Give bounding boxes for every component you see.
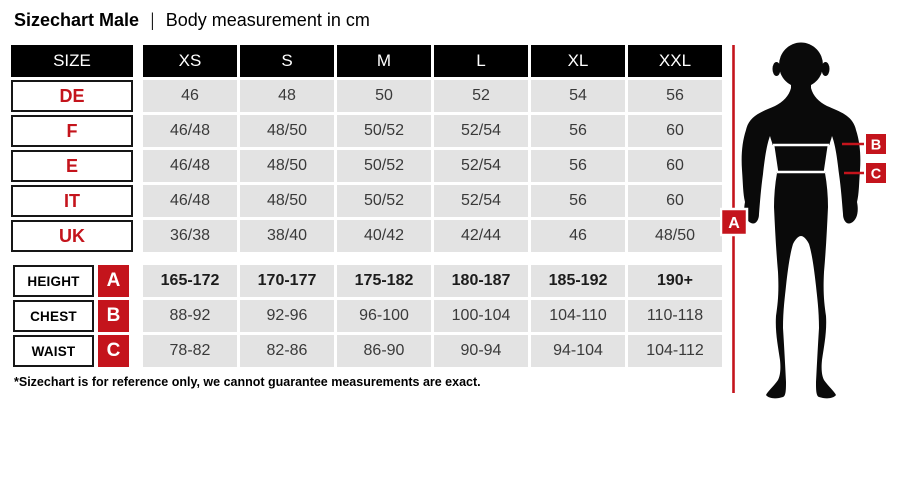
table-cell: 46 (143, 80, 237, 112)
table-cell: 42/44 (434, 220, 528, 252)
table-cell: 52/54 (434, 150, 528, 182)
table-cell: 36/38 (143, 220, 237, 252)
table-cell: 46 (531, 220, 625, 252)
table-cell: 88-92 (143, 300, 237, 332)
table-cell: 110-118 (628, 300, 722, 332)
table-cell: 92-96 (240, 300, 334, 332)
table-cell: 38/40 (240, 220, 334, 252)
table-cell: 46/48 (143, 150, 237, 182)
col-header-size: SIZE (11, 45, 133, 77)
page-title (14, 9, 370, 31)
row-label-height: HEIGHT (13, 265, 94, 297)
table-cell: 60 (628, 150, 722, 182)
col-header-s: S (240, 45, 334, 77)
table-cell: 180-187 (434, 265, 528, 297)
title-main: Sizechart Male (14, 10, 140, 30)
marker-badge-a: A (98, 265, 129, 297)
figure-marker-a (721, 209, 747, 235)
table-row-e (11, 150, 721, 182)
row-label-f: F (11, 115, 133, 147)
table-cell: 48 (240, 80, 334, 112)
table-cell: 78-82 (143, 335, 237, 367)
table-cell: 94-104 (531, 335, 625, 367)
table-cell: 54 (531, 80, 625, 112)
row-label-it: IT (11, 185, 133, 217)
table-cell: 52/54 (434, 185, 528, 217)
table-row-height (11, 265, 721, 297)
table-cell: 56 (628, 80, 722, 112)
table-cell: 96-100 (337, 300, 431, 332)
table-cell: 48/50 (628, 220, 722, 252)
male-silhouette (742, 43, 861, 399)
table-cell: 104-112 (628, 335, 722, 367)
col-header-xs: XS (143, 45, 237, 77)
table-cell: 90-94 (434, 335, 528, 367)
row-label-e: E (11, 150, 133, 182)
table-cell: 56 (531, 185, 625, 217)
table-cell: 60 (628, 185, 722, 217)
figure-marker-a-label: A (728, 215, 740, 232)
marker-badge-c: C (98, 335, 129, 367)
table-row-it (11, 185, 721, 217)
col-header-xl: XL (531, 45, 625, 77)
table-cell: 46/48 (143, 185, 237, 217)
table-header-row (11, 45, 721, 77)
table-cell: 50/52 (337, 185, 431, 217)
table-cell: 56 (531, 115, 625, 147)
table-row-waist (11, 335, 721, 367)
table-cell: 48/50 (240, 115, 334, 147)
body-measurement-figure (720, 0, 897, 495)
table-cell: 50 (337, 80, 431, 112)
title-separator: | (150, 10, 155, 30)
table-cell: 104-110 (531, 300, 625, 332)
table-cell: 46/48 (143, 115, 237, 147)
table-cell: 56 (531, 150, 625, 182)
table-cell: 52 (434, 80, 528, 112)
table-row-de (11, 80, 721, 112)
table-cell: 165-172 (143, 265, 237, 297)
section-spacer (11, 255, 721, 265)
row-label-de: DE (11, 80, 133, 112)
head (779, 43, 823, 88)
table-row-uk (11, 220, 721, 252)
table-cell: 48/50 (240, 150, 334, 182)
table-cell: 82-86 (240, 335, 334, 367)
table-cell: 48/50 (240, 185, 334, 217)
table-cell: 185-192 (531, 265, 625, 297)
table-cell: 50/52 (337, 150, 431, 182)
row-label-waist: WAIST (13, 335, 94, 367)
figure-marker-b-label: B (870, 137, 882, 154)
title-subtitle: Body measurement in cm (165, 10, 370, 30)
table-row-f (11, 115, 721, 147)
table-cell: 40/42 (337, 220, 431, 252)
figure-marker-c-label: C (870, 166, 882, 183)
col-header-xxl: XXL (628, 45, 722, 77)
table-cell: 50/52 (337, 115, 431, 147)
marker-badge-b: B (98, 300, 129, 332)
table-cell: 52/54 (434, 115, 528, 147)
row-label-chest: CHEST (13, 300, 94, 332)
size-table (11, 45, 721, 370)
table-cell: 60 (628, 115, 722, 147)
col-header-l: L (434, 45, 528, 77)
table-cell: 175-182 (337, 265, 431, 297)
body (742, 88, 861, 398)
table-row-chest (11, 300, 721, 332)
footnote: *Sizechart is for reference only, we cannot guarantee measurements are exact. (14, 375, 481, 389)
table-cell: 100-104 (434, 300, 528, 332)
table-cell: 190+ (628, 265, 722, 297)
table-cell: 86-90 (337, 335, 431, 367)
row-label-uk: UK (11, 220, 133, 252)
col-header-m: M (337, 45, 431, 77)
table-cell: 170-177 (240, 265, 334, 297)
